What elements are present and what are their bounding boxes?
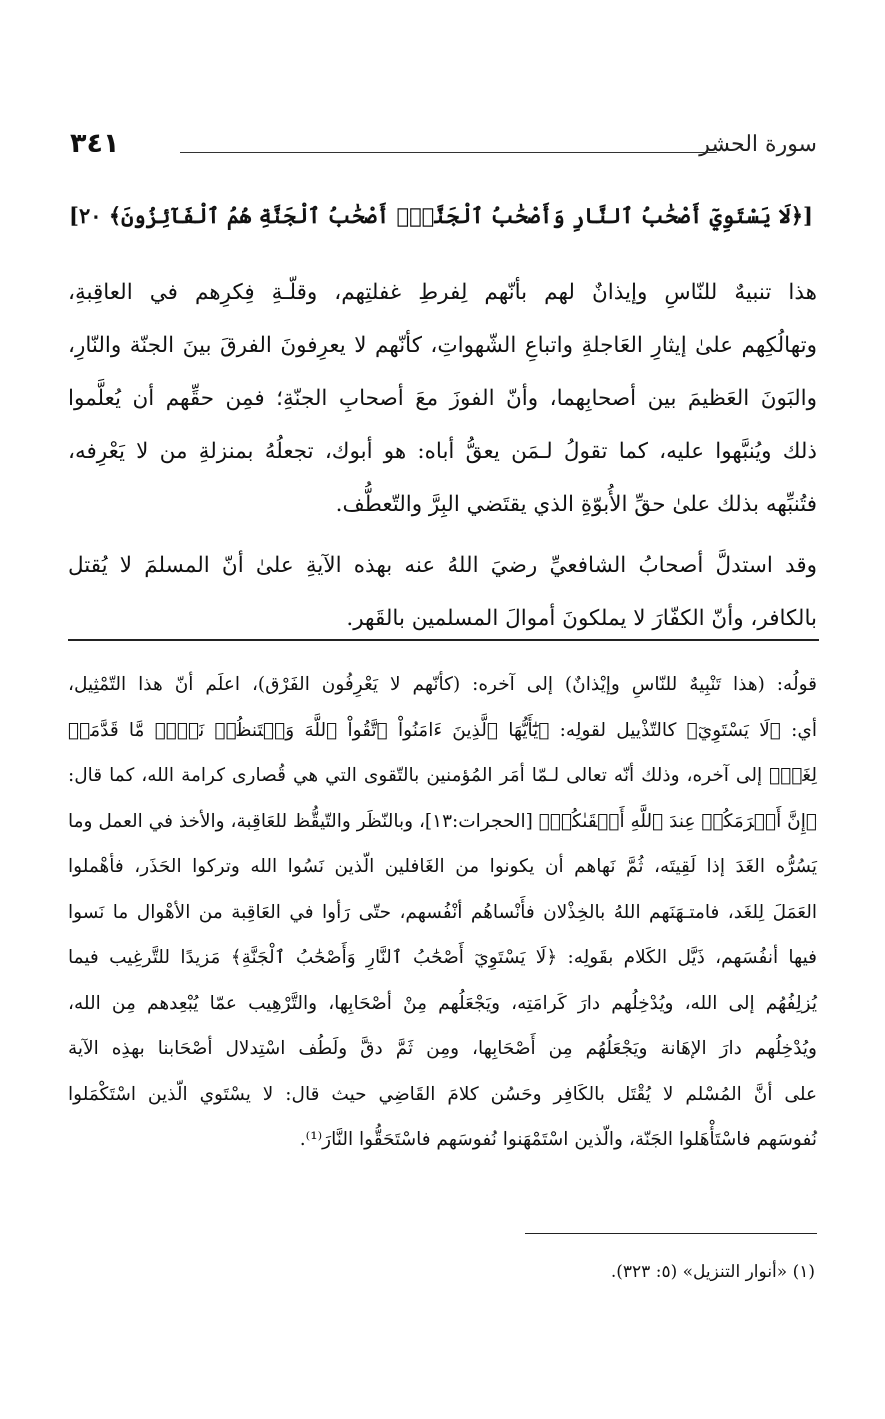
gloss-line: ﴿إِنَّ أَكۡرَمَكُمۡ عِندَ ٱللَّهِ أَتۡقَىٰكُمۡ﴾ [الحجرات:١٣]، وبالنّظَر والتّيقُّظ للعَاقِبة، والأخذ في العمل وما bbox=[68, 810, 817, 832]
gloss-line: ويُدْخِلُهم دارَ الإهَانة ويَجْعَلُهُم مِن أَصْحَابِها، ومِن ثَمَّ دقَّ ولَطُف اسْتِدلال أصْحَابنا بهذِه الآية bbox=[68, 1038, 817, 1059]
text-line: وتهالُكِهم علىٰ إيثارِ العَاجلةِ واتباعِ الشّهواتِ، كأنّهم لا يعرِفونَ الفرقَ بينَ الجنّة والنّارِ، bbox=[68, 333, 817, 358]
gloss-line: يُزلِفُهُم إلى الله، ويُدْخِلُهم دارَ كَرامَتِه، ويَجْعَلُهم مِنْ أصْحَابِها، والتَّرْهِيب عمّا يُبْعِدهم مِن الله، bbox=[68, 992, 817, 1014]
text-line: هذا تنبيهٌ للنّاسِ وإيذانٌ لهم بأنّهم لِفرطِ غفلتِهم، وقلّـةِ فِكرِهم في العاقِبةِ، bbox=[68, 280, 817, 305]
footnote: (١) «أنوار التنزيل» (٥: ٣٢٣). bbox=[610, 1262, 815, 1282]
gloss-line: العَمَلَ لِلغَد، فامتـهَنَهم اللهُ بالخِذْلان فأَنْساهُم أنْفُسهم، حتّى رَأوا في العَاقِبة من الأهْوال ما نَسوا bbox=[68, 901, 817, 923]
section-divider bbox=[68, 639, 819, 641]
gloss-line: فيها أنفُسَهم، ذَيَّل الكَلام بقَولِه: ﴿لَا يَسْتَوِيٓ أَصْحَٰبُ ٱلنَّارِ وَأَصْحَٰبُ ٱلْجَنَّةِ﴾ مَزيدًا للتَّرغِيب فيما bbox=[68, 947, 817, 968]
header-rule bbox=[180, 152, 717, 153]
text-line: فتُنبِّهه بذلك علىٰ حقِّ الأُبوّةِ الذي يقتَضي البِرَّ والتّعطُّف. bbox=[335, 492, 817, 517]
gloss-commentary bbox=[68, 662, 817, 1163]
text-line: بالكافر، وأنّ الكفّارَ لا يملكونَ أموالَ المسلمين بالقَهر. bbox=[346, 606, 817, 631]
gloss-line: لِغَدٖ﴾ إلى آخره، وذلك أنّه تعالى لـمّا أمَر المُؤمنين بالتّقوى التي هي قُصارى كرامة الله، كما قال: bbox=[68, 765, 817, 786]
running-header bbox=[70, 128, 817, 168]
text-line: ذلك ويُنبَّهوا عليه، كما تقولُ لـمَن يعقُّ أباه: هو أبوك، تجعلُهُ بمنزلةِ من لا يَعْرِفه، bbox=[68, 439, 817, 464]
quran-verse: [﴿لَا يَسْتَوِيٓ أَصْحَٰبُ ٱلنَّارِ وَأَصْحَٰبُ ٱلْجَنَّةِۚ أَصْحَٰبُ ٱلْجَنَّةِ هُمُ ٱلْفَآئِزُونَ﴾ ٢٠] bbox=[69, 203, 813, 228]
main-commentary bbox=[68, 266, 817, 653]
paragraph-1 bbox=[68, 266, 817, 531]
footnote-rule bbox=[525, 1233, 817, 1234]
gloss-line: نُفوسَهم فاسْتَأْهَلوا الجَنّة، والّذين اسْتَمْهَنوا نُفوسَهم فاسْتَحَقُّوا النَّارَ⁽¹⁾. bbox=[299, 1129, 817, 1150]
page-number: ٣٤١ bbox=[70, 128, 120, 159]
gloss-line: قولُه: (هذا تَنْبِيهٌ للنّاسِ وإيْذانٌ) إلى آخره: (كأنّهم لا يَعْرِفُون الفَرْق)، اعلَم أنّ هذا التّمْثِيل، bbox=[68, 674, 817, 695]
text-line: وقد استدلَّ أصحابُ الشافعيِّ رضيَ اللهُ عنه بهذه الآيةِ علىٰ أنّ المسلمَ لا يُقتل bbox=[68, 553, 817, 578]
paragraph-2 bbox=[68, 539, 817, 645]
gloss-line: يَسُرُّه الغَدَ إذا لَقِيتَه، ثُمَّ نَهاهم أن يكونوا من الغَافلين الّذين نَسُوا الله وتركوا الحَذَر، فأهْملوا bbox=[68, 856, 817, 877]
gloss-line: على أنَّ المُسْلم لا يُقْتَل بالكَافِر وحَسُن كلامَ القَاضِي حيث قال: لا يسْتَوي الّذين اسْتَكْمَلوا bbox=[68, 1083, 817, 1105]
text-line: والبَونَ العَظيمَ بين أصحابِهما، وأنّ الفوزَ معَ أصحابِ الجنّةِ؛ فمِن حقِّهم أن يُعلَّموا bbox=[68, 386, 817, 411]
gloss-line: أي: ﴿لَا يَسْتَوِيٓ﴾ كالتّذْييل لقولِه: ﴿يَٰٓأَيُّهَا ٱلَّذِينَ ءَامَنُواْ ٱتَّقُواْ ٱللَّهَ وَلۡتَنظُرۡ نَفۡسٞ مَّا قَدَّمَتۡ bbox=[68, 719, 817, 741]
surah-name: سورة الحشر bbox=[699, 132, 817, 157]
